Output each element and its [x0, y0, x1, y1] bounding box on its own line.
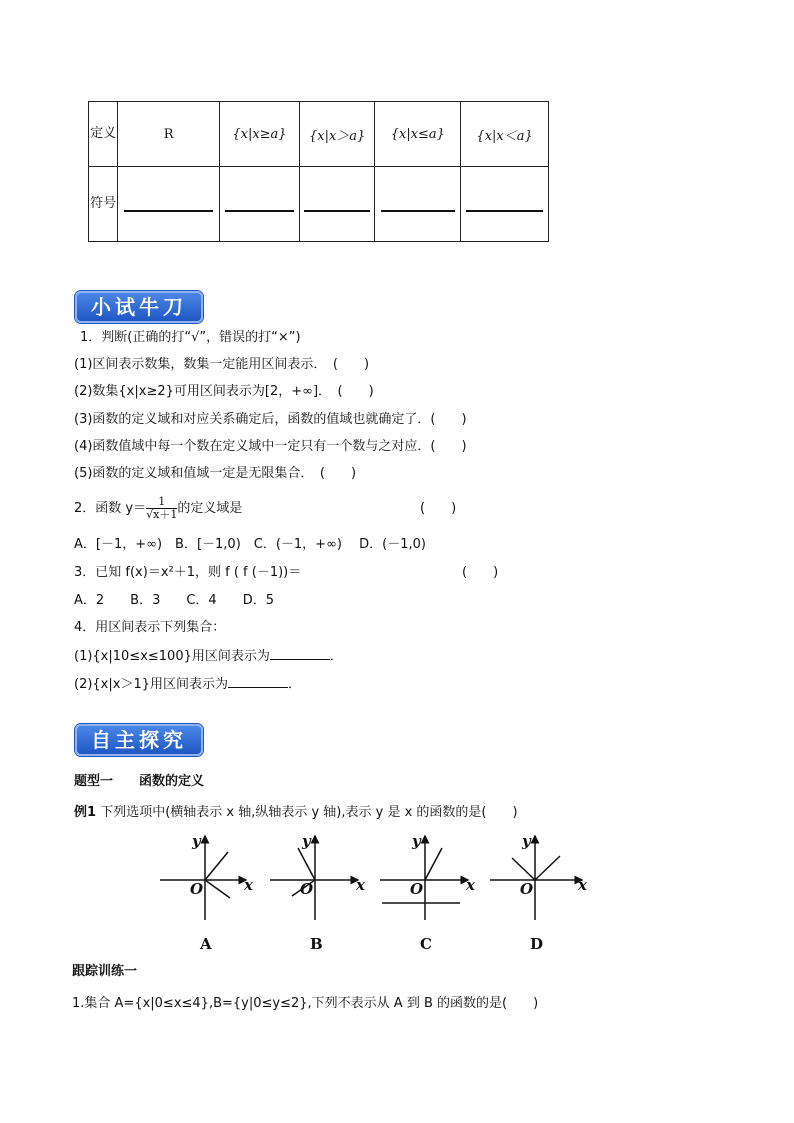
- question-4-item-text: (1){x|10≤x≤100}用区间表示为: [74, 649, 270, 664]
- origin-label: O: [410, 880, 424, 898]
- axis-y-label: y: [192, 832, 201, 850]
- axis-x-label: x: [244, 876, 253, 894]
- graph-d: [490, 836, 582, 920]
- question-4-item: (2){x|x＞1}用区间表示为 ．: [74, 677, 302, 692]
- axis-x-label: x: [578, 876, 587, 894]
- row-header-symbol: 符号: [89, 167, 118, 242]
- practice-question-1: 1.集合 A={x|0≤x≤4},B={y|0≤y≤2},下列不表示从 A 到 B 的函数的是( ): [72, 996, 539, 1011]
- question-1-item: (4)函数值域中每一个数在定义域中一定只有一个数与之对应．( ): [74, 439, 467, 454]
- function-graphs: [150, 830, 600, 925]
- cell-r: R: [118, 102, 220, 167]
- graph-c: [380, 836, 468, 920]
- origin-label: O: [300, 880, 314, 898]
- question-1-item: (3)函数的定义域和对应关系确定后，函数的值域也就确定了．( ): [74, 412, 467, 427]
- question-3-options: A．2 B．3 C．4 D．5: [74, 593, 274, 608]
- question-4-item: (1){x|10≤x≤100}用区间表示为 ．: [74, 649, 343, 664]
- graph-label-b: B: [310, 935, 323, 953]
- graph-label-a: A: [200, 935, 212, 953]
- origin-label: O: [520, 880, 534, 898]
- blank-cell: [220, 167, 300, 242]
- question-4-item-text: (2){x|x＞1}用区间表示为: [74, 677, 228, 692]
- cell-x-leq-a: {x|x≤a}: [375, 102, 461, 167]
- origin-label: O: [190, 880, 204, 898]
- section-banner-practice: 小试牛刀: [75, 291, 203, 323]
- question-2-prefix: 2．函数 y＝: [74, 501, 147, 516]
- axis-x-label: x: [356, 876, 365, 894]
- example-1: [74, 804, 518, 822]
- question-2-options: A．[－1，+∞) B．[－1,0) C．(－1，+∞) D．(－1,0): [74, 537, 426, 552]
- table-row-definition: [89, 102, 549, 167]
- question-1-item: (1)区间表示数集，数集一定能用区间表示． ( ): [74, 357, 370, 372]
- axis-y-label: y: [522, 832, 531, 850]
- row-header-definition: 定义: [89, 102, 118, 167]
- graph-a: [160, 836, 246, 920]
- example-label: 例1: [74, 805, 97, 820]
- question-2-suffix: 的定义域是: [177, 501, 243, 516]
- question-1-title: 1．判断(正确的打“√”，错误的打“×”): [80, 330, 301, 345]
- question-2: [74, 494, 242, 524]
- question-3-answer-paren: ( ): [462, 565, 499, 580]
- cell-x-gt-a: {x|x＞a}: [299, 102, 375, 167]
- graph-label-c: C: [420, 935, 432, 953]
- answer-blank: [228, 675, 288, 688]
- section-banner-explore: 自主探究: [75, 724, 203, 756]
- question-3: 3．已知 f(x)＝x²＋1，则 f ( f (－1))＝: [74, 565, 302, 580]
- fraction-numerator: 1: [146, 496, 177, 509]
- question-1-item: (2)数集{x|x≥2}可用区间表示为[2，+∞]． ( ): [74, 384, 374, 399]
- cell-x-lt-a: {x|x＜a}: [461, 102, 549, 167]
- question-2-answer-paren: ( ): [420, 501, 457, 516]
- example-text: 下列选项中(横轴表示 x 轴,纵轴表示 y 轴),表示 y 是 x 的函数的是( ): [100, 805, 518, 820]
- fraction-denominator: √x＋1: [146, 508, 178, 521]
- axis-x-label: x: [466, 876, 475, 894]
- question-4-title: 4．用区间表示下列集合：: [74, 620, 226, 635]
- graph-label-d: D: [530, 935, 544, 953]
- fraction: [146, 496, 177, 521]
- blank-cell: [375, 167, 461, 242]
- table-row-symbol: [89, 167, 549, 242]
- axis-y-label: y: [302, 832, 311, 850]
- topic-heading: 题型一 函数的定义: [74, 774, 205, 789]
- question-1-item: (5)函数的定义域和值域一定是无限集合． ( ): [74, 466, 357, 481]
- blank-cell: [461, 167, 549, 242]
- axis-y-label: y: [412, 832, 421, 850]
- blank-cell: [299, 167, 375, 242]
- answer-blank: [270, 647, 330, 660]
- blank-cell: [118, 167, 220, 242]
- practice-heading: 跟踪训练一: [72, 964, 138, 979]
- cell-x-geq-a: {x|x≥a}: [220, 102, 300, 167]
- graph-b: [270, 836, 358, 920]
- interval-definition-table: [88, 101, 549, 242]
